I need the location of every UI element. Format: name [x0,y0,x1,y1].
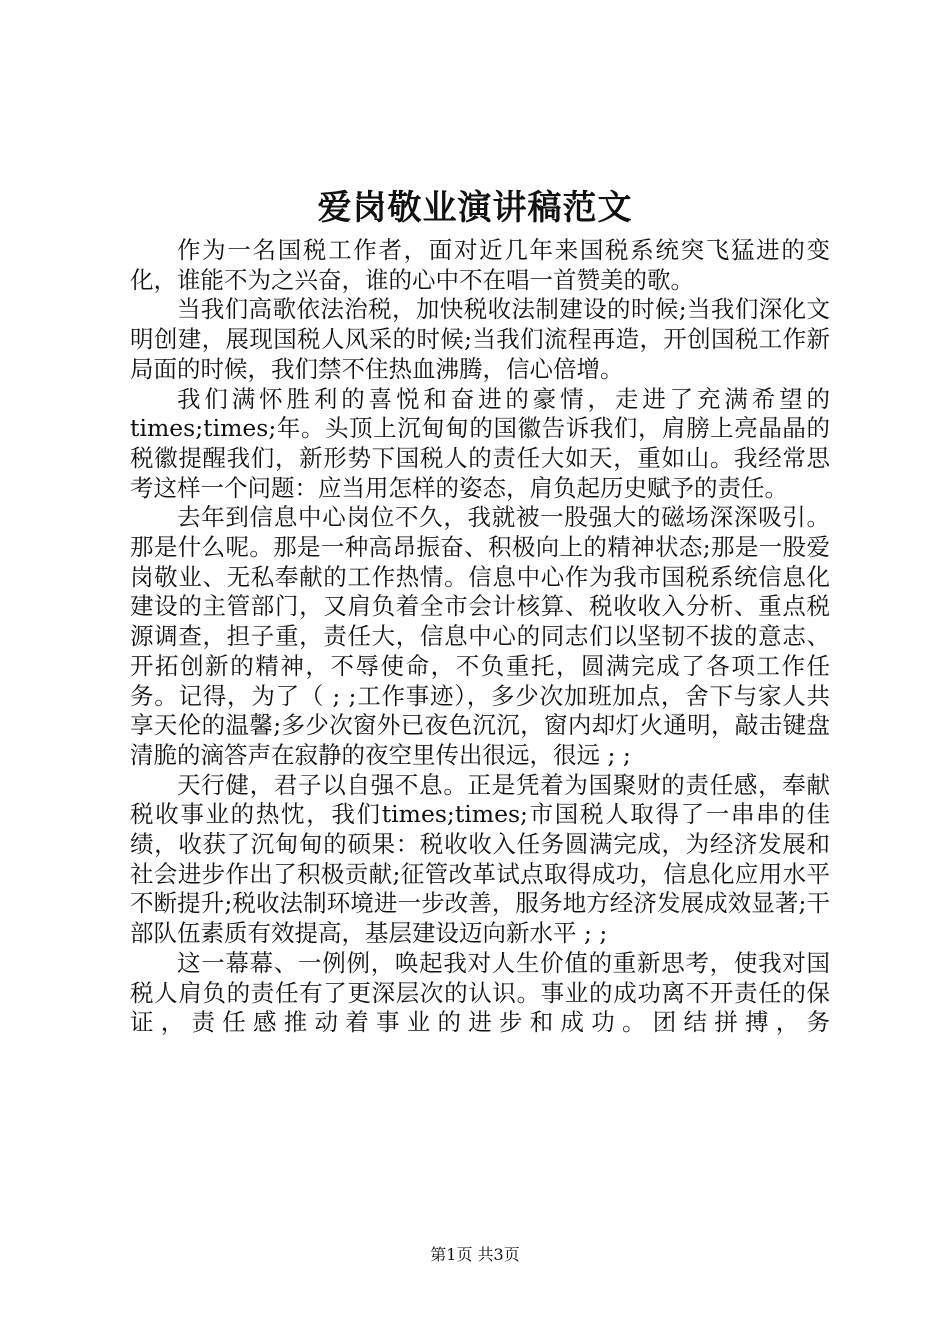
document-body [130,236,830,1038]
paragraph: 去年到信息中心岗位不久，我就被一股强大的磁场深深吸引。那是什么呢。那是一种高昂振奋、积极向上的精神状态;那是一股爱岗敬业、无私奉献的工作热情。信息中心作为我市国税系统信息化建设的主管部门，又肩负着全市会计核算、税收收入分析、重点税源调查，担子重，责任大，信息中心的同志们以坚韧不拔的意志、开拓创新的精神，不辱使命，不负重托，圆满完成了各项工作任务。记得，为了（ ; ;工作事迹），多少次加班加点，舍下与家人共享天伦的温馨;多少次窗外已夜色沉沉，窗内却灯火通明，敲击键盘清脆的滴答声在寂静的夜空里传出很远，很远 ; ; [130,503,830,769]
paragraph: 这一幕幕、一例例，唤起我对人生价值的重新思考，使我对国税人肩负的责任有了更深层次的认识。事业的成功离不开责任的保证，责任感推动着事业的进步和成功。团结拼搏，务 [130,948,830,1037]
page-footer: 第1页 共3页 [430,1245,520,1264]
paragraph: 我们满怀胜利的喜悦和奋进的豪情，走进了充满希望的times;times;年。头顶上沉甸甸的国徽告诉我们，肩膀上亮晶晶的税徽提醒我们，新形势下国税人的责任大如天，重如山。我经常思考这样一个问题：应当用怎样的姿态，肩负起历史赋予的责任。 [130,384,830,502]
paragraph: 天行健，君子以自强不息。正是凭着为国聚财的责任感，奉献税收事业的热忱，我们times;times;市国税人取得了一串串的佳绩，收获了沉甸甸的硕果：税收收入任务圆满完成，为经济发展和社会进步作出了积极贡献;征管改革试点取得成功，信息化应用水平不断提升;税收法制环境进一步改善，服务地方经济发展成效显著;干部队伍素质有效提高，基层建设迈向新水平 ; ; [130,770,830,948]
paragraph: 作为一名国税工作者，面对近几年来国税系统突飞猛进的变化，谁能不为之兴奋，谁的心中不在唱一首赞美的歌。 [130,236,830,294]
document-title: 爱岗敬业演讲稿范文 [317,188,633,228]
paragraph: 当我们高歌依法治税，加快税收法制建设的时候;当我们深化文明创建，展现国税人风采的时候;当我们流程再造，开创国税工作新局面的时候，我们禁不住热血沸腾，信心倍增。 [130,295,830,383]
